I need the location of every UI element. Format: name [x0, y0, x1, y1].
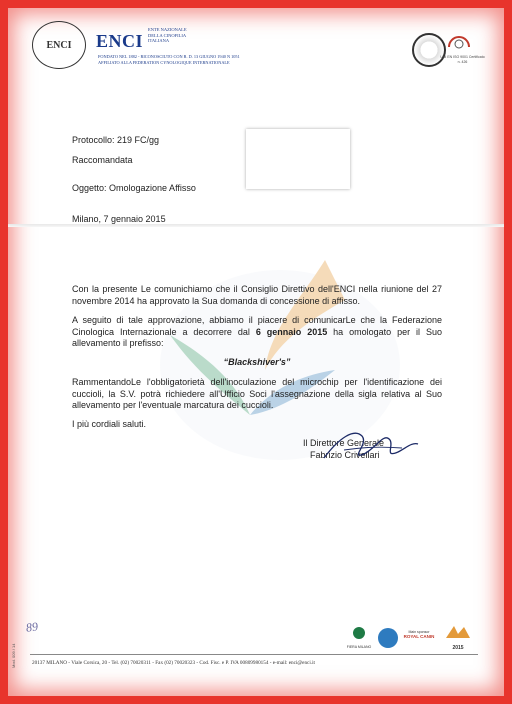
delivery-type: Raccomandata: [72, 155, 133, 165]
enci-logo: [32, 21, 86, 69]
brand-subtitle: [148, 27, 208, 44]
paragraph-text: ha omologato per il Suo allevamento il prefisso:: [72, 326, 442, 348]
fold-line: [8, 224, 504, 227]
protocol-line: Protocollo: 219 FC/gg: [72, 135, 160, 145]
world-dog-show-icon: [444, 624, 472, 640]
sponsor-fiera: [346, 626, 372, 649]
paragraph-text: A seguito di tale approvazione, abbiamo il piacere di comunicarLe che la Federazione Cinologica Internazionale a decorrere dal: [72, 315, 442, 337]
paragraph-homologation: [72, 315, 442, 350]
form-code: Mod. 009 / 14: [11, 643, 16, 668]
main-sponsor-label: Main sponsor: [408, 630, 430, 634]
enci-logo-text: ENCI: [46, 39, 72, 51]
iso-cert-icon: [447, 31, 471, 51]
date-line: Milano, 7 gennaio 2015: [72, 214, 166, 224]
founded-line: FONDATO NEL 1882 - RICONOSCIUTO CON R. D. 13 GIUGNO 1940 N 1051: [98, 54, 240, 59]
sponsor-wds: [440, 624, 476, 651]
subtitle-line: ITALIANA: [148, 38, 170, 43]
address-window: [246, 129, 350, 189]
sponsor-fiera-label: FIERA MILANO: [346, 645, 372, 649]
signer-name: Fabrizio Crivellari: [310, 450, 380, 460]
effective-date: 6 gennaio 2015: [255, 326, 328, 337]
royal-canin-label: ROYAL CANIN: [403, 634, 435, 639]
fiera-logo-icon: [351, 626, 367, 640]
kennel-prefix: “Blackshiver's”: [223, 357, 291, 367]
signer-title: Il Direttore Generale: [303, 438, 385, 448]
affiliation-line: AFFILIATO ALLA FEDERATION CYNOLOGIQUE INTERNATIONALE: [98, 60, 230, 65]
cert-caption: UNI EN ISO 9001 Certificato n. 426: [440, 55, 485, 64]
sponsor-royal: [402, 630, 436, 639]
subtitle-line: ENTE NAZIONALE: [148, 27, 187, 32]
paragraph-microchip: RammentandoLe l'obbligatorietà dell'inoculazione del microchip per l'identificazione dei cuccioli, la S.V. potrà richiedere all'Ufficio Soci l'assegnazione della sigla relativa al Suo allevamento per l'eventuale marcatura dei cuccioli.: [72, 377, 442, 410]
wds-year: 2015: [452, 645, 464, 651]
brand-name: ENCI: [96, 31, 144, 51]
subject-line: Oggetto: Omologazione Affisso: [72, 183, 196, 193]
founding-info: [98, 54, 298, 66]
subtitle-line: DELLA CINOFILIA: [148, 32, 187, 38]
handwritten-number: 89: [25, 619, 39, 635]
closing-greeting: I più cordiali saluti.: [72, 419, 147, 429]
sponsor-badge-icon: [378, 628, 398, 648]
footer-divider: [30, 654, 478, 655]
footer-address: 20137 MILANO - Viale Corsica, 20 - Tel. (02) 70020311 - Fax (02) 70020323 - Cod. Fisc. e P. IVA 00809980154 - e-mail: enci@enci.it: [32, 660, 315, 666]
paragraph-approval: Con la presente Le comunichiamo che il Consiglio Direttivo dell'ENCI nella riunione del 27 novembre 2014 ha approvato la Sua domanda di concessione di affisso.: [72, 284, 442, 306]
handwritten-signature: [314, 418, 424, 470]
